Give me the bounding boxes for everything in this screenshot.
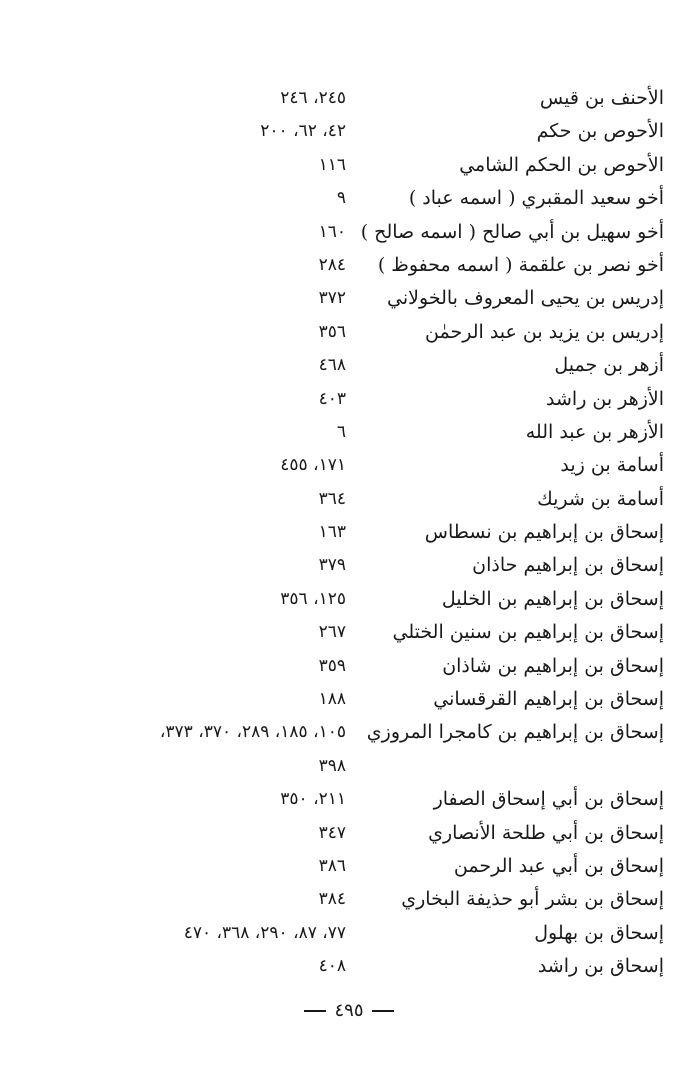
page-ref-separator: ، [211,922,222,943]
entry-page-refs [319,683,346,716]
entry-name: إسحاق بن إبراهيم حاذان [472,554,664,577]
page-ref: ٣٥٦ [280,588,308,609]
page-ref: ١٨٥ [280,722,308,743]
index-entry [0,316,698,349]
page-ref: ٤٢ [327,121,346,142]
page-ref-separator: ، [307,88,319,108]
entry-page-refs [319,249,346,282]
page-ref: ١٧١ [318,455,346,476]
page-ref: ٦ [336,421,346,442]
entry-name: إسحاق بن إبراهيم بن شاذان [442,654,664,677]
page-number: ٤٩٥ [334,1000,364,1021]
entry-name: الأحوص بن حكم [536,120,664,143]
entry-page-refs [260,115,346,148]
entry-name: أخو سهيل بن أبي صالح ( اسمه صالح ) [360,220,664,243]
page-ref: ٣٩٨ [318,755,346,776]
page-ref: ٣٥٠ [280,789,308,810]
entry-name: الأحوص بن الحكم الشامي [459,153,664,176]
index-entries-list [0,82,698,984]
entry-name: أخو سعيد المقبري ( اسمه عباد ) [408,187,664,210]
page-ref: ٤٦٨ [318,355,346,376]
entry-name: إسحاق بن إبراهيم بن الخليل [441,587,664,610]
page-ref: ٣٦٤ [318,488,346,509]
entry-name: أزهر بن جميل [554,354,664,377]
entry-page-refs [337,182,346,215]
index-entry [0,483,698,516]
entry-page-refs [319,616,346,649]
index-entry [0,616,698,649]
entry-page-refs [319,883,346,916]
page-ref: ٢٤٥ [318,88,346,108]
footer-dash-left [304,1010,326,1012]
page-ref: ٤٥٥ [280,455,308,476]
index-entry [0,82,698,115]
page-ref: ١٠٥ [318,722,346,743]
page-ref-separator: ، [307,789,319,810]
entry-page-refs [319,817,346,850]
entry-name: الأزهر بن عبد الله [525,420,664,443]
index-entry [0,549,698,582]
page-ref: ١٦٠ [318,221,346,242]
page-ref: ٤٧٠ [183,922,212,943]
entry-name: إسحاق بن إبراهيم بن سنين الختلي [392,621,664,644]
page-ref: ٢٨٩ [242,722,270,743]
page-ref: ٢٤٦ [280,88,308,108]
entry-page-refs [280,82,346,115]
page-ref: ٢٠٠ [260,121,288,142]
page-ref: ٣٥٩ [318,655,346,676]
index-entry [0,850,698,883]
page-ref: ١٨٨ [318,689,346,710]
footer-dash-right [372,1010,394,1012]
entry-name: الأحنف بن قيس [539,87,664,109]
page-ref: ٣٧٠ [203,722,232,743]
page-ref-separator: ، [192,722,204,743]
index-entry [0,883,698,916]
page-ref: ٣٨٦ [318,855,346,876]
entry-name: إسحاق بن بشر أبو حذيفة البخاري [401,888,664,911]
entry-page-refs [319,349,346,382]
page-footer [0,996,698,1026]
index-entry [0,583,698,616]
page-ref-separator: ، [231,722,242,743]
page-ref-separator: ، [307,722,319,743]
index-entry-continuation [0,750,698,783]
page-ref: ٢٦٧ [318,622,346,643]
page-ref: ١١٦ [318,154,346,175]
page-ref: ١٦٣ [318,522,346,543]
page-ref-separator: ، [316,922,328,943]
entry-name: إسحاق بن إبراهيم بن كامجرا المروزي [366,721,664,744]
page-ref-separator: ، [249,922,261,943]
page-ref-separator: ، [287,121,299,142]
index-entry [0,416,698,449]
entry-name: إسحاق بن بهلول [534,921,664,944]
index-entry [0,917,698,950]
index-entry [0,716,698,749]
page-ref: ٤٠٨ [318,956,346,977]
entry-name: إسحاق بن أبي عبد الرحمن [453,854,664,877]
entry-name: إسحاق بن أبي طلحة الأنصاري [428,821,664,844]
page-ref: ٦٢ [298,121,317,142]
entry-page-refs [184,917,346,950]
page-ref: ٢١١ [318,789,346,810]
index-entry [0,282,698,315]
entry-page-refs [319,516,346,549]
page-ref: ٧٧ [327,922,346,943]
entry-page-refs [280,783,346,816]
page-ref-separator: ، [269,722,281,743]
entry-name: الأزهر بن راشد [546,387,664,410]
page-ref: ٣٥٦ [318,321,346,342]
index-entry [0,216,698,249]
entry-page-refs [319,650,346,683]
entry-page-refs [319,316,346,349]
entry-page-refs [319,950,346,983]
page-ref-separator: ، [159,722,166,743]
page-ref: ٩ [336,188,346,209]
entry-page-refs [319,850,346,883]
page-ref: ٣٤٧ [318,822,346,843]
entry-page-refs [319,549,346,582]
entry-name: إسحاق بن أبي إسحاق الصفار [433,788,664,811]
page-ref: ٢٩٠ [260,922,288,943]
index-entry [0,650,698,683]
index-entry [0,249,698,282]
page-ref: ٨٧ [298,922,317,943]
index-entry [0,817,698,850]
page-ref: ٤٠٣ [318,388,346,409]
entry-page-refs [160,716,346,749]
entry-page-refs [319,282,346,315]
page-ref: ٣٧٣ [165,722,193,743]
entry-name: أسامة بن زيد [560,454,664,477]
page-ref: ٣٦٨ [221,922,250,943]
entry-name: أسامة بن شريك [537,487,664,510]
entry-name: إسحاق بن راشد [537,955,664,978]
entry-name: أخو نصر بن علقمة ( اسمه محفوظ ) [377,253,664,276]
index-entry [0,783,698,816]
entry-name: إسحاق بن إبراهيم القرقساني [433,688,664,711]
index-entry [0,950,698,983]
entry-page-refs [280,583,346,616]
index-entry [0,516,698,549]
entry-name: إدريس بن يزيد بن عبد الرحمٰن [425,320,664,343]
entry-page-refs [319,149,346,182]
entry-name: إسحاق بن إبراهيم بن نسطاس [424,521,664,544]
page-ref: ١٢٥ [318,588,346,609]
entry-page-refs [319,383,346,416]
page-ref: ٣٧٢ [318,288,346,309]
index-entry [0,683,698,716]
index-entry [0,349,698,382]
entry-name: إدريس بن يحيى المعروف بالخولاني [387,287,664,310]
page-ref-separator: ، [307,455,319,476]
entry-page-refs [337,416,346,449]
index-entry [0,182,698,215]
page-ref: ٣٧٩ [318,555,346,576]
entry-page-refs [280,449,346,482]
page-ref: ٢٨٤ [318,254,346,275]
entry-page-refs [319,216,346,249]
page-ref: ٣٨٤ [318,889,346,910]
index-entry [0,115,698,148]
index-entry [0,149,698,182]
index-entry [0,383,698,416]
page-ref-separator: ، [287,922,299,943]
page-ref-separator: ، [316,121,328,142]
index-entry [0,449,698,482]
entry-page-refs [319,483,346,516]
page-ref-separator: ، [307,588,319,609]
